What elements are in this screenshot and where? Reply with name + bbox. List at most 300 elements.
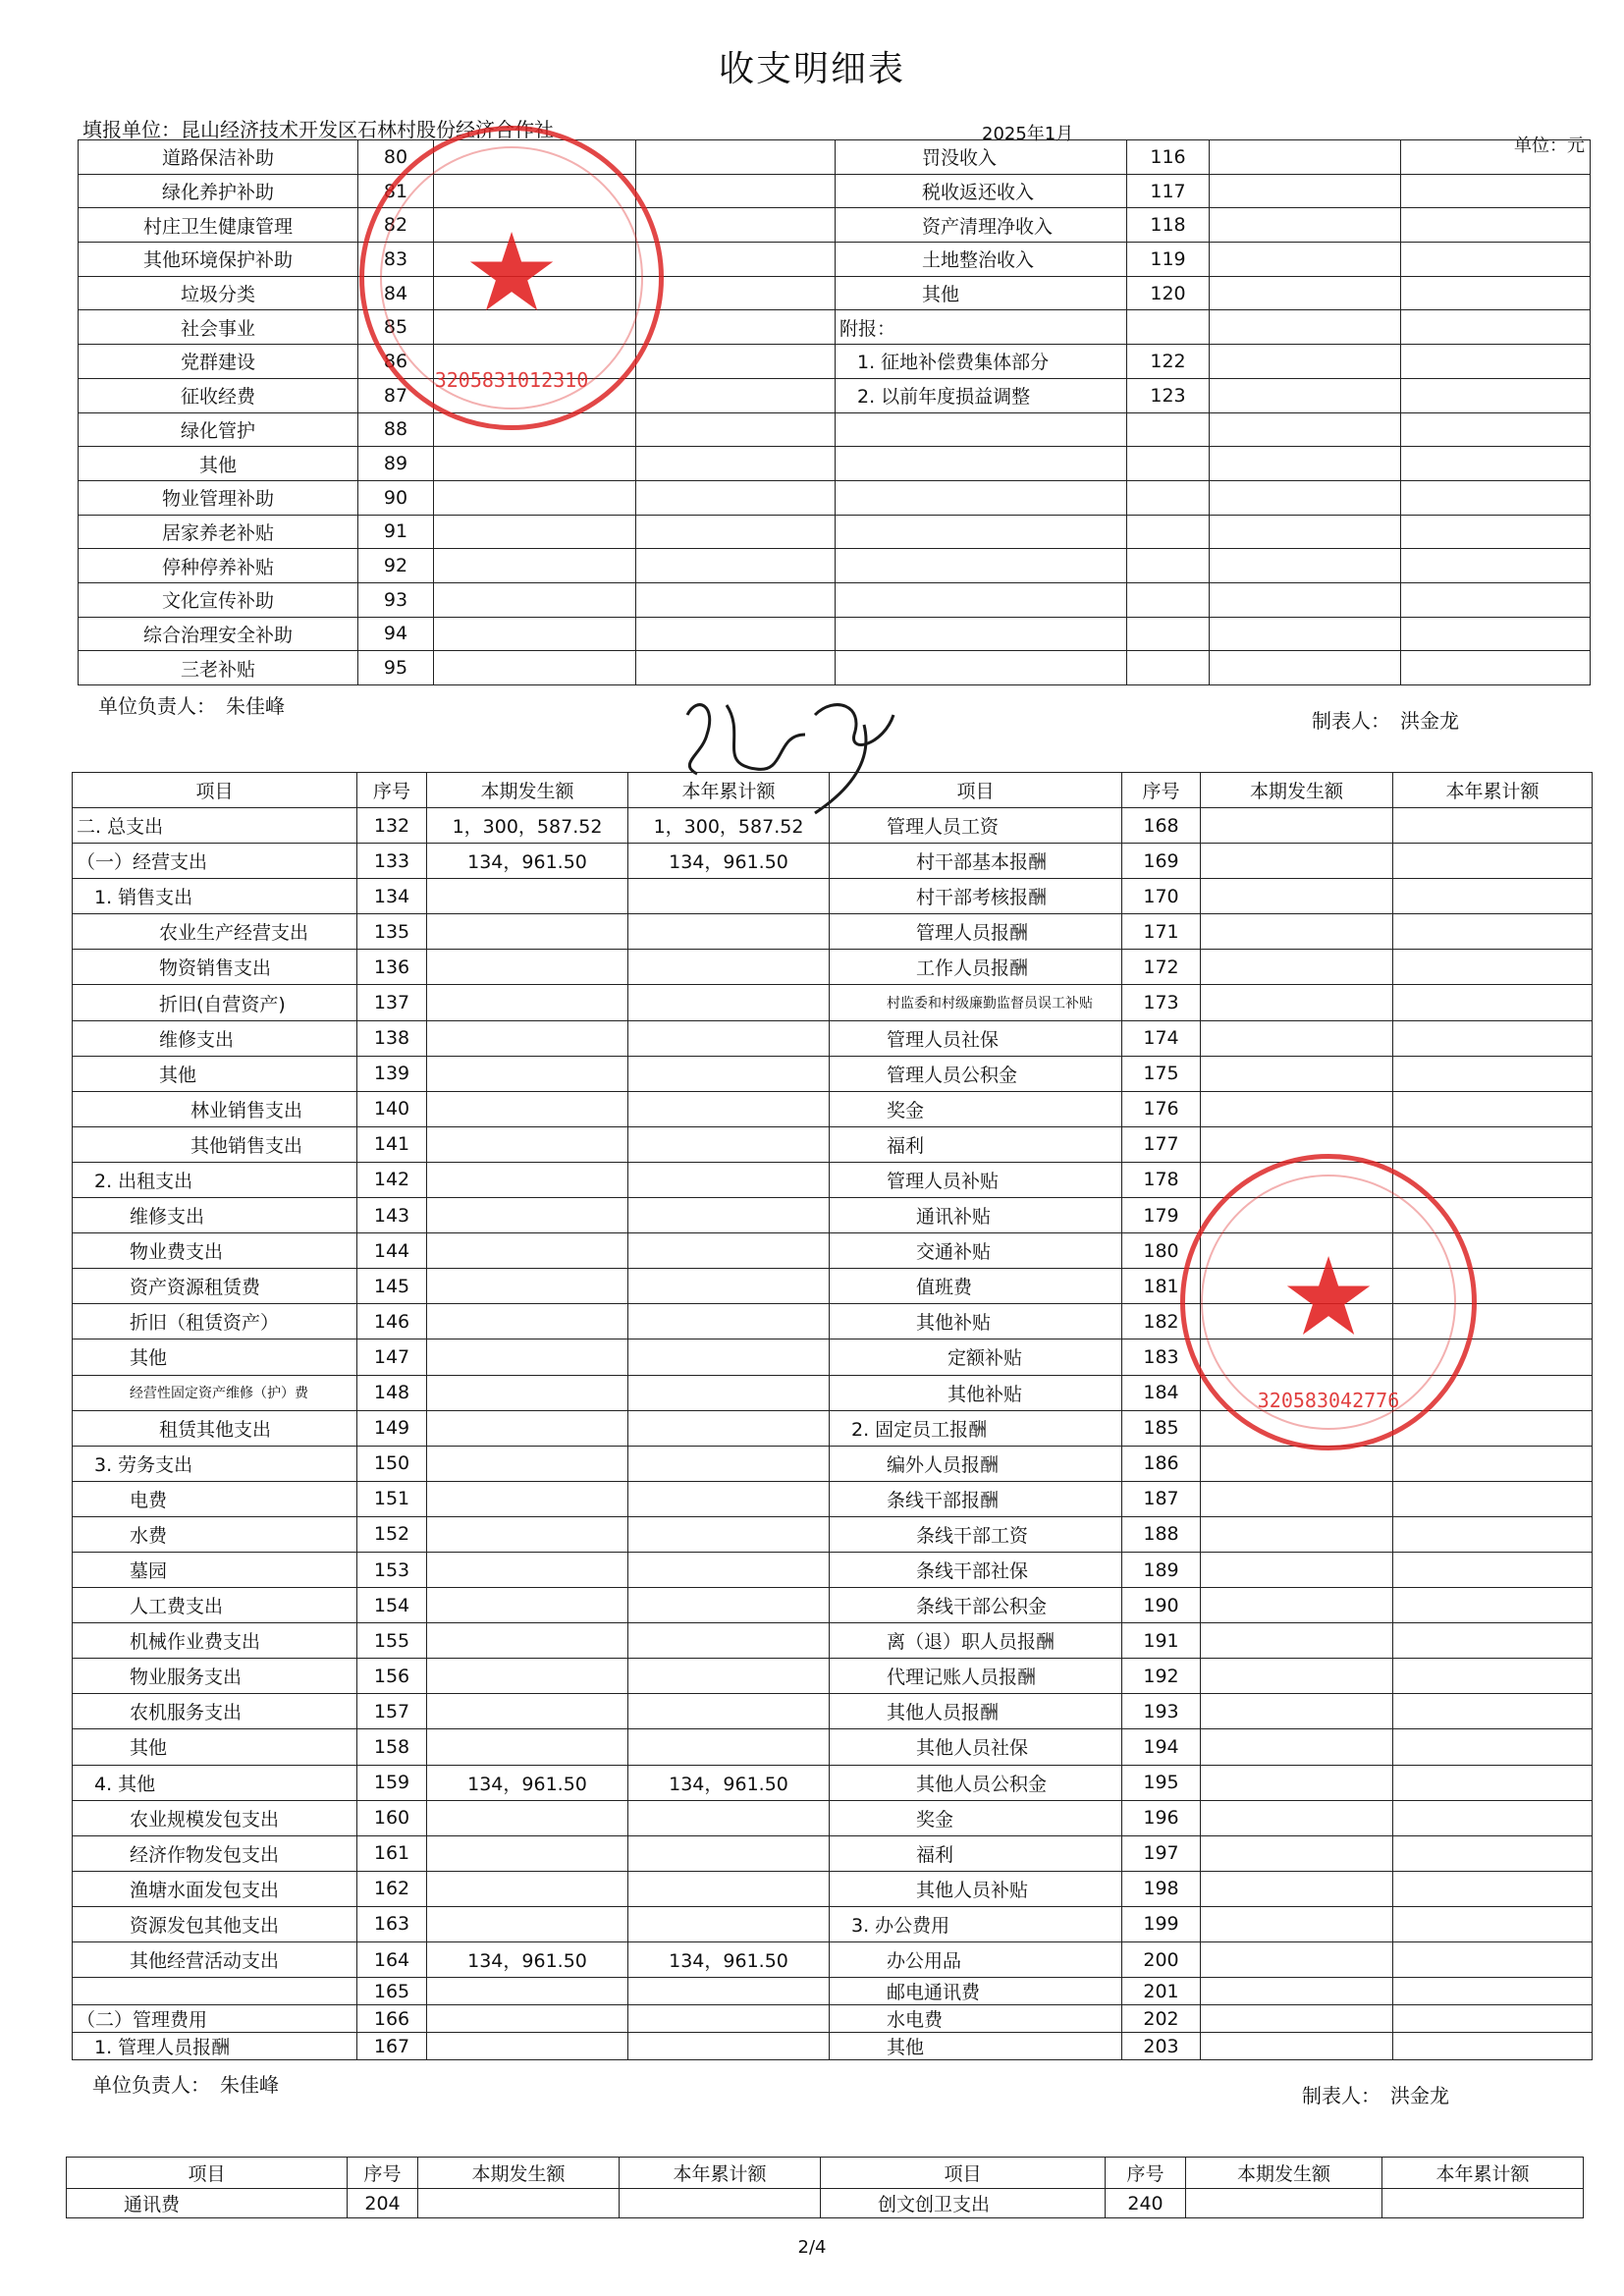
table-cell: [1401, 549, 1591, 583]
table-cell-ytd-amount: 1，300，587.52: [628, 808, 830, 844]
bottom-header-no-right: 序号: [1106, 2158, 1186, 2189]
table-cell-no: 134: [357, 879, 427, 914]
table-cell-ytd-amount: [628, 1871, 830, 1906]
table-cell-item: 资产清理净收入: [836, 208, 1127, 243]
table-cell-item: 物资销售支出: [73, 950, 357, 985]
bottom-header-item-left: 项目: [67, 2158, 348, 2189]
table-cell-no: 94: [358, 617, 434, 651]
table-cell-item: 垃圾分类: [79, 276, 358, 310]
table-cell: [1393, 1871, 1593, 1906]
table-cell-item: 管理人员补贴: [830, 1162, 1122, 1197]
table-cell-ytd-amount: [628, 1233, 830, 1269]
table-cell: [1393, 1516, 1593, 1552]
table-cell-no: 82: [358, 208, 434, 243]
table-cell: [1201, 1446, 1393, 1481]
table-cell: [1210, 549, 1401, 583]
table-cell: [1210, 310, 1401, 345]
table-row: [73, 1659, 1593, 1694]
table-cell: [1201, 1978, 1393, 2005]
table-cell-current-amount: [427, 1198, 628, 1233]
table-cell-item: 农业生产经营支出: [73, 914, 357, 950]
table-cell-no: 199: [1122, 1906, 1201, 1941]
table-cell-ytd-amount: [628, 2033, 830, 2060]
table-cell-current-amount: [427, 950, 628, 985]
table-cell-no: 202: [1122, 2005, 1201, 2033]
table-cell: [836, 412, 1127, 447]
table-cell: [836, 515, 1127, 549]
table-cell: [1210, 208, 1401, 243]
table-cell: [1393, 1765, 1593, 1800]
table-cell-current-amount: [427, 1552, 628, 1587]
table-cell: [1393, 2005, 1593, 2033]
table-cell-item: 其他人员报酬: [830, 1694, 1122, 1729]
table-cell-no: 90: [358, 480, 434, 515]
table-cell: [1393, 1835, 1593, 1871]
table-cell-item: 经济作物发包支出: [73, 1835, 357, 1871]
table-cell-current-amount: [427, 879, 628, 914]
table-cell-item: 奖金: [830, 1091, 1122, 1126]
table-cell-no: 186: [1122, 1446, 1201, 1481]
table-cell: [1393, 808, 1593, 844]
table-row: [73, 1446, 1593, 1481]
table-cell-no: 194: [1122, 1729, 1201, 1765]
table-cell-no: 165: [357, 1978, 427, 2005]
table-cell-ytd-amount: 134，961.50: [628, 844, 830, 879]
table-cell-ytd-amount: [628, 1375, 830, 1410]
table-cell: [1401, 310, 1591, 345]
table-cell-item: 渔塘水面发包支出: [73, 1871, 357, 1906]
table-cell-item: 机械作业费支出: [73, 1623, 357, 1659]
table-cell-no: 144: [357, 1233, 427, 1269]
preparer-1: 制表人： 洪金龙: [1312, 709, 1459, 733]
table-cell-item: 值班费: [830, 1269, 1122, 1304]
table-row: [73, 1800, 1593, 1835]
table-cell-no: 137: [357, 985, 427, 1020]
table-cell-no: 173: [1122, 985, 1201, 1020]
table-cell-ytd-amount: [628, 1020, 830, 1056]
table-cell-no: 182: [1122, 1304, 1201, 1339]
header-ytd-right: 本年累计额: [1393, 773, 1593, 808]
table-cell: [1401, 378, 1591, 412]
page-title: 收支明细表: [718, 49, 905, 89]
table-cell: [1401, 276, 1591, 310]
table-cell-no: 187: [1122, 1481, 1201, 1516]
table-cell-item: 3. 劳务支出: [73, 1446, 357, 1481]
table-cell: [1210, 140, 1401, 175]
table-cell-no: 164: [357, 1942, 427, 1978]
table-cell-current-amount: [427, 1516, 628, 1552]
table-cell-item: 其他: [79, 447, 358, 481]
table-cell: [1201, 1729, 1393, 1765]
star-icon: ★: [462, 209, 561, 336]
table-cell: [1210, 345, 1401, 379]
official-seal-stamp: [1180, 1154, 1477, 1450]
table-cell-ytd-amount: [628, 1516, 830, 1552]
table-cell-no: 170: [1122, 879, 1201, 914]
table-cell-item: 其他销售支出: [73, 1126, 357, 1162]
table-cell-current-amount: [427, 1020, 628, 1056]
table-cell-current-amount: [427, 2005, 628, 2033]
table-cell-no: 189: [1122, 1552, 1201, 1587]
table-cell-item: 创文创卫支出: [821, 2189, 1106, 2218]
table-cell-item: 其他补贴: [830, 1375, 1122, 1410]
table-cell-item: 交通补贴: [830, 1233, 1122, 1269]
table-cell-item: 居家养老补贴: [79, 515, 358, 549]
table-cell-item: 征收经费: [79, 378, 358, 412]
table-cell-no: 178: [1122, 1162, 1201, 1197]
table-cell: [636, 345, 836, 379]
table-cell: [1401, 617, 1591, 651]
table-cell-no: 149: [357, 1410, 427, 1446]
table-cell: [1393, 1623, 1593, 1659]
table-cell-item: 其他环境保护补助: [79, 243, 358, 277]
table-row: [73, 1020, 1593, 1056]
table-cell-no: 138: [357, 1020, 427, 1056]
table-cell-item: 维修支出: [73, 1198, 357, 1233]
table-cell-no: 142: [357, 1162, 427, 1197]
table-cell-item: 管理人员社保: [830, 1020, 1122, 1056]
table-cell-ytd-amount: 134，961.50: [628, 1942, 830, 1978]
table-cell: [1201, 844, 1393, 879]
table-cell-item: 租赁其他支出: [73, 1410, 357, 1446]
table-cell: [1393, 1091, 1593, 1126]
table-cell: [1127, 651, 1210, 685]
table-cell: [1401, 480, 1591, 515]
table-row: [73, 844, 1593, 879]
table-cell-item: 其他: [830, 2033, 1122, 2060]
table-cell-item: 定额补贴: [830, 1339, 1122, 1375]
table-cell-no: 176: [1122, 1091, 1201, 1126]
table-cell-current-amount: [427, 1659, 628, 1694]
table-cell-current-amount: 1，300，587.52: [427, 808, 628, 844]
table-cell: [1201, 879, 1393, 914]
table-cell: [836, 480, 1127, 515]
table-row: [79, 549, 1591, 583]
table-cell-item: 工作人员报酬: [830, 950, 1122, 985]
table-cell-ytd-amount: [628, 1304, 830, 1339]
table-row: [73, 2033, 1593, 2060]
table-cell-no: 145: [357, 1269, 427, 1304]
table-cell-item: 物业管理补助: [79, 480, 358, 515]
table-cell: [1393, 1800, 1593, 1835]
table-cell: [1401, 515, 1591, 549]
table-cell: [1393, 1481, 1593, 1516]
table-cell: [1401, 174, 1591, 208]
table-cell-ytd-amount: [628, 1126, 830, 1162]
table-cell-item: 罚没收入: [836, 140, 1127, 175]
table-cell-item: 4. 其他: [73, 1765, 357, 1800]
table-cell-current-amount: [427, 1694, 628, 1729]
table-cell: [1401, 412, 1591, 447]
table-cell-item: 村干部考核报酬: [830, 879, 1122, 914]
table-cell-current-amount: [427, 1481, 628, 1516]
table-cell-item: 资产资源租赁费: [73, 1269, 357, 1304]
table-cell: [1393, 1659, 1593, 1694]
table-cell: [1401, 447, 1591, 481]
table-cell-no: 160: [357, 1800, 427, 1835]
table-row: [73, 1516, 1593, 1552]
table-cell-no: 91: [358, 515, 434, 549]
table-cell: [836, 447, 1127, 481]
table-cell: [836, 549, 1127, 583]
table-cell-item: 农业规模发包支出: [73, 1800, 357, 1835]
table-cell: [836, 582, 1127, 617]
table-cell-item: 停种停养补贴: [79, 549, 358, 583]
table-cell: [1127, 617, 1210, 651]
table-cell-no: 153: [357, 1552, 427, 1587]
table-row: [79, 617, 1591, 651]
table-cell: [1201, 1056, 1393, 1091]
table-cell-item: 人工费支出: [73, 1588, 357, 1623]
table-cell: [434, 447, 636, 481]
table-cell-current-amount: 134，961.50: [427, 844, 628, 879]
table-cell: [636, 582, 836, 617]
table-cell-current-amount: [427, 1410, 628, 1446]
table-cell-item: 经营性固定资产维修（护）费: [73, 1375, 357, 1410]
table-cell: [1401, 140, 1591, 175]
table-cell: [1201, 1516, 1393, 1552]
table-cell: [1393, 1942, 1593, 1978]
table-cell-no: 158: [357, 1729, 427, 1765]
table-cell-no: 86: [358, 345, 434, 379]
table-cell: [1393, 1588, 1593, 1623]
table-cell: [636, 412, 836, 447]
table-cell-no: 177: [1122, 1126, 1201, 1162]
table-cell: [636, 515, 836, 549]
table-cell: [1201, 1942, 1393, 1978]
table-cell-no: 93: [358, 582, 434, 617]
table-cell: [1201, 985, 1393, 1020]
table-row: [79, 208, 1591, 243]
table-cell-item: 社会事业: [79, 310, 358, 345]
table-cell: [1127, 549, 1210, 583]
table-cell: [1401, 208, 1591, 243]
table-cell-current-amount: [427, 1162, 628, 1197]
table-cell-ytd-amount: [628, 1623, 830, 1659]
table-cell-no: 162: [357, 1871, 427, 1906]
table-cell-ytd-amount: [628, 1446, 830, 1481]
table-cell-no: 116: [1127, 140, 1210, 175]
table-cell: [1210, 447, 1401, 481]
table-cell-no: 148: [357, 1375, 427, 1410]
table-cell-item: 3. 办公费用: [830, 1906, 1122, 1941]
table-cell-no: 140: [357, 1091, 427, 1126]
table-cell: [1201, 1481, 1393, 1516]
table-cell: [1127, 582, 1210, 617]
table-cell-ytd-amount: [628, 1198, 830, 1233]
table-cell-no: 172: [1122, 950, 1201, 985]
table-cell-no: [1127, 310, 1210, 345]
table-cell-current-amount: [427, 1126, 628, 1162]
table-cell-item: 折旧（租赁资产）: [73, 1304, 357, 1339]
table-cell-no: 88: [358, 412, 434, 447]
table-cell-ytd-amount: [628, 914, 830, 950]
table-cell-item: 折旧(自营资产): [73, 985, 357, 1020]
header-ytd-left: 本年累计额: [628, 773, 830, 808]
official-seal-stamp: [359, 126, 664, 430]
table-cell-current-amount: [427, 1835, 628, 1871]
table-cell-item: 其他: [836, 276, 1127, 310]
table-cell-current-amount: [427, 1056, 628, 1091]
table-cell-current-amount: [427, 985, 628, 1020]
table-cell-current-amount: [427, 1375, 628, 1410]
table-cell-item: 条线干部工资: [830, 1516, 1122, 1552]
table-cell-item: 编外人员报酬: [830, 1446, 1122, 1481]
table-cell-no: 85: [358, 310, 434, 345]
table-row: [79, 582, 1591, 617]
table-cell: [1393, 985, 1593, 1020]
table-cell-ytd-amount: [628, 1091, 830, 1126]
table-cell-current-amount: [427, 1906, 628, 1941]
table-cell-current-amount: [427, 1623, 628, 1659]
table-row: [79, 515, 1591, 549]
preparer-2: 制表人： 洪金龙: [1302, 2084, 1449, 2107]
table-cell-item: 附报：: [836, 310, 1127, 345]
table-cell-no: 169: [1122, 844, 1201, 879]
table-cell-item: 1. 销售支出: [73, 879, 357, 914]
table-cell-no: 191: [1122, 1623, 1201, 1659]
table-cell-no: 151: [357, 1481, 427, 1516]
table-cell: [1393, 914, 1593, 950]
table-cell-item: 条线干部社保: [830, 1552, 1122, 1587]
table-row: [73, 1091, 1593, 1126]
reporting-unit: 填报单位：昆山经济技术开发区石林村股份经济合作社: [82, 118, 554, 141]
table-cell: [1201, 1552, 1393, 1587]
table-row: [79, 174, 1591, 208]
table-row: [79, 480, 1591, 515]
header-item-right: 项目: [830, 773, 1122, 808]
table-cell-no: 83: [358, 243, 434, 277]
table-cell-item: 土地整治收入: [836, 243, 1127, 277]
table-cell-item: 水费: [73, 1516, 357, 1552]
table-cell-item: 资源发包其他支出: [73, 1906, 357, 1941]
table-cell-ytd-amount: [628, 1162, 830, 1197]
table-cell: [1393, 1446, 1593, 1481]
table-row: [79, 243, 1591, 277]
table-row: [73, 1552, 1593, 1587]
table-cell-item: 其他人员公积金: [830, 1765, 1122, 1800]
table-cell: [636, 617, 836, 651]
table-cell: [1393, 2033, 1593, 2060]
table-cell-no: 143: [357, 1198, 427, 1233]
table-cell-item: 其他: [73, 1339, 357, 1375]
table-cell: [1393, 950, 1593, 985]
stamp-code: 320583042776: [1257, 1389, 1400, 1412]
table-cell-no: 200: [1122, 1942, 1201, 1978]
table-cell-current-amount: [427, 1588, 628, 1623]
table-row: [73, 1729, 1593, 1765]
table-cell: [434, 515, 636, 549]
table-cell-item: 2. 出租支出: [73, 1162, 357, 1197]
table-cell: [1127, 447, 1210, 481]
table-cell-no: 181: [1122, 1269, 1201, 1304]
table-cell-current-amount: [427, 1233, 628, 1269]
table-cell-item: 水电费: [830, 2005, 1122, 2033]
table-cell: [1201, 1800, 1393, 1835]
table-cell-item: 代理记账人员报酬: [830, 1659, 1122, 1694]
table-cell-ytd-amount: [628, 2005, 830, 2033]
table-cell-item: 管理人员工资: [830, 808, 1122, 844]
table-cell: [1201, 914, 1393, 950]
table-cell: [1210, 480, 1401, 515]
table-cell-item: 三老补贴: [79, 651, 358, 685]
table-cell-item: 2. 以前年度损益调整: [836, 378, 1127, 412]
table-cell: [1210, 412, 1401, 447]
table-cell-no: 203: [1122, 2033, 1201, 2060]
table-cell-ytd-amount: [628, 1588, 830, 1623]
table-cell: [1201, 1588, 1393, 1623]
table-cell-item: 维修支出: [73, 1020, 357, 1056]
table-cell: [1201, 2005, 1393, 2033]
table-cell-item: 村监委和村级廉勤监督员误工补贴: [830, 985, 1122, 1020]
table-cell-item: 墓园: [73, 1552, 357, 1587]
table-cell-item: 福利: [830, 1126, 1122, 1162]
table-cell-ytd-amount: [628, 1056, 830, 1091]
table-cell-no: 175: [1122, 1056, 1201, 1091]
table-cell-item: 邮电通讯费: [830, 1978, 1122, 2005]
table-cell-current-amount: [427, 1729, 628, 1765]
table-row: [79, 447, 1591, 481]
table-cell-no: 188: [1122, 1516, 1201, 1552]
table-cell-current-amount: [427, 914, 628, 950]
table-cell-no: 171: [1122, 914, 1201, 950]
table-cell: [434, 617, 636, 651]
table-cell-no: 80: [358, 140, 434, 175]
table-row: [73, 1978, 1593, 2005]
table-cell-item: （一）经营支出: [73, 844, 357, 879]
table-cell: [1210, 174, 1401, 208]
table-cell: [1201, 1871, 1393, 1906]
table-cell: [1201, 1835, 1393, 1871]
table-cell: [1210, 515, 1401, 549]
table-cell-no: 168: [1122, 808, 1201, 844]
table-cell-no: 135: [357, 914, 427, 950]
table-cell-item: 物业费支出: [73, 1233, 357, 1269]
table-cell-no: 159: [357, 1765, 427, 1800]
table-cell-no: 198: [1122, 1871, 1201, 1906]
table-cell-item: 管理人员公积金: [830, 1056, 1122, 1091]
table-cell-item: 1. 征地补偿费集体部分: [836, 345, 1127, 379]
table-cell-item: 2. 固定员工报酬: [830, 1410, 1122, 1446]
table-cell-no: 190: [1122, 1588, 1201, 1623]
table-cell: [636, 310, 836, 345]
table-cell-no: 156: [357, 1659, 427, 1694]
table-cell-no: 117: [1127, 174, 1210, 208]
table-cell-item: 其他人员补贴: [830, 1871, 1122, 1906]
table-row: [73, 1871, 1593, 1906]
table-cell: [636, 276, 836, 310]
table-cell-item: 福利: [830, 1835, 1122, 1871]
table-cell-no: 84: [358, 276, 434, 310]
table-cell-no: 118: [1127, 208, 1210, 243]
table-row: [79, 412, 1591, 447]
table-row: [73, 2005, 1593, 2033]
table-cell: [1401, 345, 1591, 379]
table-cell-item: （二）管理费用: [73, 2005, 357, 2033]
table-cell-current-amount: [427, 2033, 628, 2060]
table-cell-item: 物业服务支出: [73, 1659, 357, 1694]
table-cell-no: 155: [357, 1623, 427, 1659]
table-cell-item: 管理人员报酬: [830, 914, 1122, 950]
table-cell: [1401, 651, 1591, 685]
table-cell-no: 201: [1122, 1978, 1201, 2005]
table-cell-item: 电费: [73, 1481, 357, 1516]
table-cell: [636, 174, 836, 208]
table-cell: [1201, 1091, 1393, 1126]
table-row: [73, 985, 1593, 1020]
table-cell: [1210, 276, 1401, 310]
table-cell-ytd-amount: [628, 1410, 830, 1446]
